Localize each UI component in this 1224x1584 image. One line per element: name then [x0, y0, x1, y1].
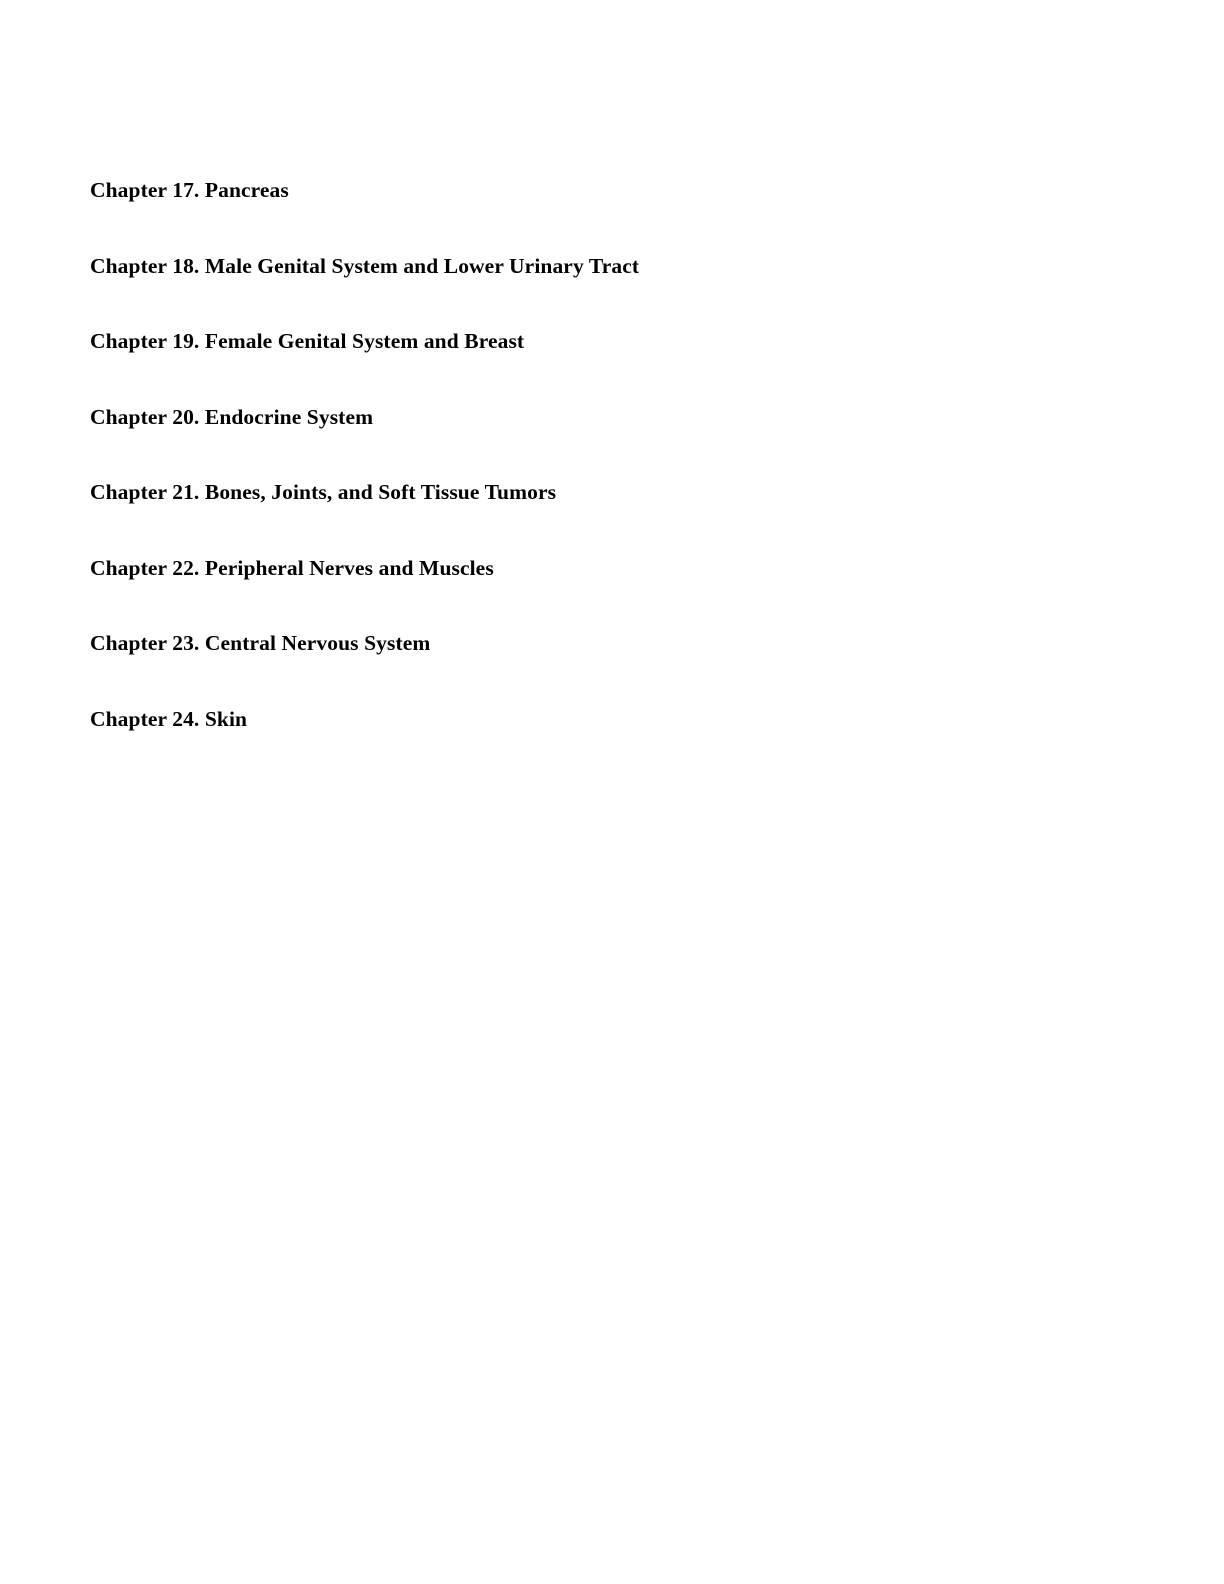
table-of-contents — [90, 178, 1130, 731]
toc-entry: Chapter 23. Central Nervous System — [90, 631, 431, 655]
toc-entry: Chapter 18. Male Genital System and Lower Urinary Tract — [90, 253, 640, 278]
toc-entry: Chapter 21. Bones, Joints, and Soft Tissue Tumors — [90, 480, 557, 504]
toc-entry: Chapter 24. Skin — [90, 706, 248, 731]
toc-entry: Chapter 22. Peripheral Nerves and Muscles — [90, 555, 494, 580]
toc-entry: Chapter 19. Female Genital System and Breast — [90, 329, 525, 353]
toc-entry: Chapter 17. Pancreas — [90, 178, 289, 202]
toc-entry: Chapter 20. Endocrine System — [90, 404, 374, 429]
